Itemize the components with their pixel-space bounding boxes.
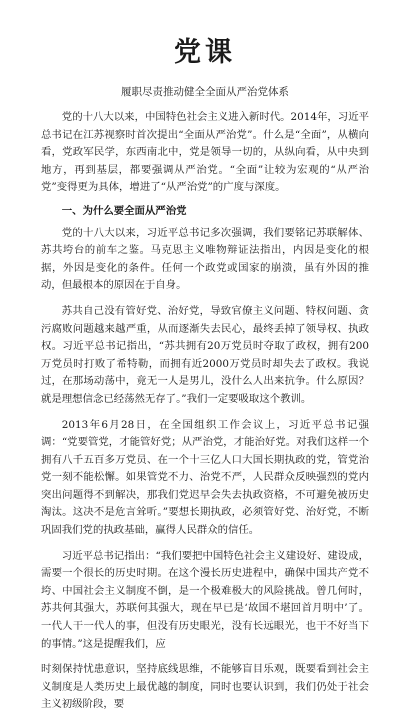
document-subtitle: 履职尽责推动健全全面从严治党体系 — [121, 86, 289, 98]
section-heading: 一、为什么要全面从严治党 — [61, 204, 187, 217]
paragraph-vigilance: 时刻保持忧患意识，坚持底线思维，不能够盲目乐观，既要看到社会主义制度是人类历史上最优越的制度，同时也要认识到，我们仍处于社会主义初级阶段，要 — [41, 663, 369, 711]
paragraph-2013-conference: 2013年6月28日，在全国组织工作会议上，习近平总书记强调：“党要管党，才能管好党；从严治党，才能治好党。对我们这样一个拥有八千五百多万党员、在一个十三亿人口大国长期执政的党，管党治党一刻不能松懈。如果管党不力、治党不严，人民群众反映强烈的党内突出问题得不到解决，那我们党迟早会失去执政资格，不可避免被历史淘汰。这决不是危言耸听。”要想长期执政，必须管好党、治好党，不断巩固我们党的执政基础，赢得人民群众的信任。 — [41, 418, 369, 537]
document-title: 党课 — [174, 37, 236, 68]
paragraph-soviet-lesson: 党的十八大以来，习近平总书记多次强调，我们要铭记苏联解体、苏共垮台的前车之鉴。马克思主义唯物辩证法指出，内因是变化的根据，外因是变化的条件。任何一个政党或国家的崩溃，虽有外因的推动，但最根本的原因在于自身。 — [41, 226, 369, 292]
paragraph-intro: 党的十八大以来，中国特色社会主义进入新时代。2014年，习近平总书记在江苏视察时首次提出“全面从严治党”。什么是“全面”，从横向看，党政军民学，东西南北中，党是领导一切的，从纵向看，从中央到地方，再到基层，都要强调从严治党。“全面”让较为宏观的“从严治党”变得更为具体，增进了“从严治党”的广度与深度。 — [41, 111, 369, 194]
paragraph-historical-view: 习近平总书记指出：“我们要把中国特色社会主义建设好、建设成，需要一个很长的历史时期。在这个漫长历史进程中，确保中国共产党不垮、中国社会主义制度不倒，是一个极难极大的风险挑战。曾几何时，苏共何其强大，苏联何其强大，现在早已是‘故国不堪回首月明中’了。一代人干一代人的事，但没有历史眼光，没有长远眼光，也干不好当下的事情。”这是提醒我们，应 — [41, 549, 369, 650]
paragraph-soviet-party: 苏共自己没有管好党、治好党，导致官僚主义问题、特权问题、贪污腐败问题越来越严重，从而逐渐失去民心，最终丢掉了领导权、执政权。习近平总书记指出，“苏共拥有20万党员时夺取了政权，拥有200万党员时打败了希特勒，而拥有近2000万党员时却失去了政权。我说过，在那场动荡中，竟无一人是男儿，没什么人出来抗争。什么原因？就是理想信念已经荡然无存了。”我们一定要吸取这个教训。 — [41, 304, 369, 405]
